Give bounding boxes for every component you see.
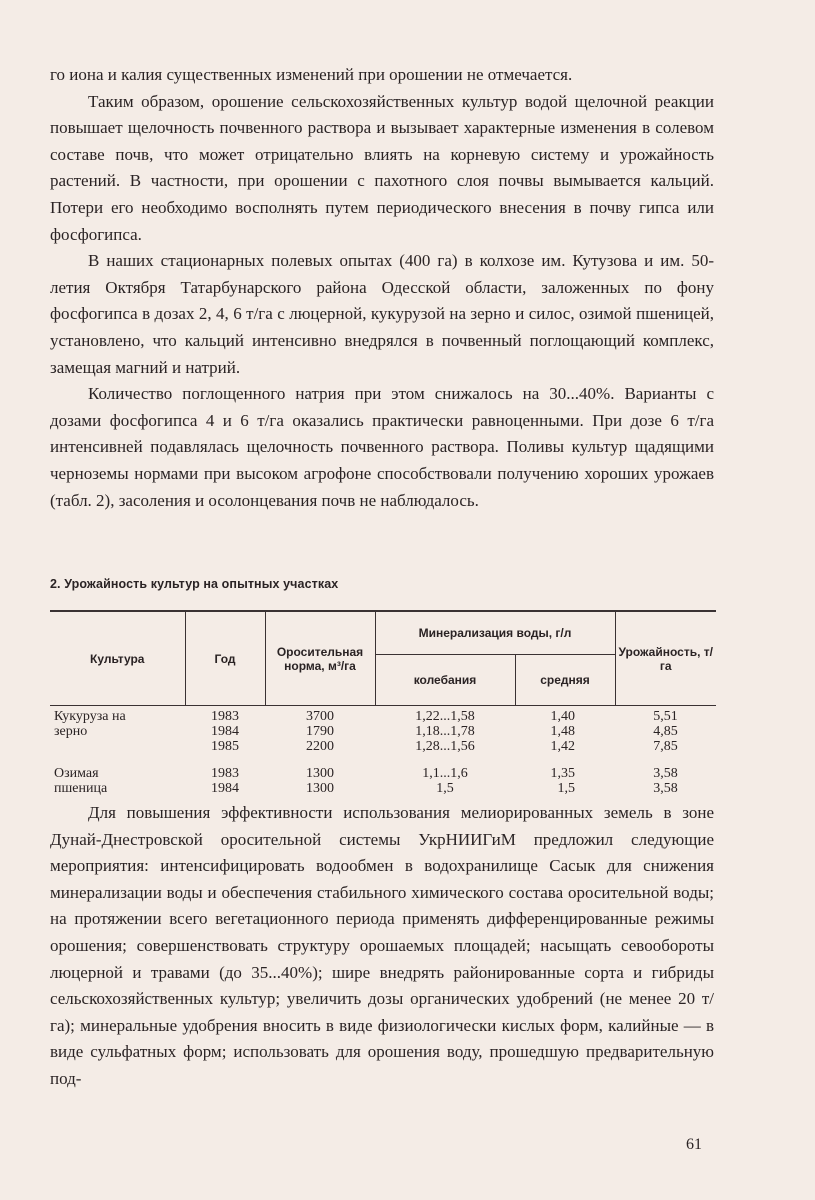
range-cell: 1,22...1,58 1,18...1,78 1,28...1,56 xyxy=(415,709,475,754)
text-bottom xyxy=(50,800,714,1093)
mean-cell: 1,35 1,5 xyxy=(550,766,575,796)
header-norm: Оросительная норма, м³/га xyxy=(265,611,375,706)
header-yield: Урожайность, т/га xyxy=(615,611,716,706)
year-cell: 1983 1984 1985 xyxy=(211,709,239,754)
header-crop: Культура xyxy=(50,611,185,706)
norm-cell: 3700 1790 2200 xyxy=(306,709,334,754)
table-caption: 2. Урожайность культур на опытных участках xyxy=(50,577,339,591)
mean-cell: 1,40 1,48 1,42 xyxy=(550,709,575,754)
table-row xyxy=(50,706,716,755)
text-top xyxy=(50,62,714,514)
crop-cell: Озимая пшеница xyxy=(54,766,108,796)
paragraph-4: Количество поглощенного натрия при этом снижалось на 30...40%. Варианты с дозами фосфогипса 4 и 6 т/га оказались практически равноценными. При дозе 6 т/га интенсивней подавлялась щелочность почвенного раствора. Поливы культур щадящими черноземы нормами при высоком агрофоне способствовали получению хороших урожаев (табл. 2), засоления и осолонцевания почв не наблюдалось. xyxy=(50,384,714,510)
paragraph-5: Для повышения эффективности использования мелиорированных земель в зоне Дунай-Днестровской оросительной системы УкрНИИГиМ предложил следующие мероприятия: интенсифицировать водообмен в водохранилище Сасык для снижения минерализации воды и обеспечения стабильного химического состава оросительной воды; на протяжении всего вегетационного периода применять дифференцированные режимы орошения; совершенствовать структуру орошаемых площадей; насыщать севообороты люцерной и травами (до 35...40%); шире внедрять районированные сорта и гибриды сельскохозяйственных культур; увеличить дозы органических удобрений (не менее 20 т/га); минеральные удобрения вносить в виде физиологически кислых форм, калийные — в виде сульфатных форм; использовать для орошения воду, прошедшую предварительную под- xyxy=(50,803,714,1088)
header-mean: средняя xyxy=(515,655,615,706)
page-number: 61 xyxy=(686,1136,702,1153)
header-mineralization: Минерализация воды, г/л xyxy=(375,611,615,655)
crop-cell: Кукуруза на зерно xyxy=(54,709,126,739)
header-year: Год xyxy=(185,611,265,706)
range-cell: 1,1...1,6 1,5 xyxy=(422,766,468,796)
table-row xyxy=(50,754,716,796)
paragraph-2: Таким образом, орошение сельскохозяйственных культур водой щелочной реакции повышает щелочность почвенного раствора и вызывает характерные изменения в солевом составе почв, что может отрицательно влиять на корневую систему и урожайность растений. В частности, при орошении с пахотного слоя почвы вымывается кальций. Потери его необходимо восполнять путем периодического внесения в почву гипса или фосфогипса. xyxy=(50,91,714,244)
yield-cell: 3,58 3,58 xyxy=(653,766,678,796)
year-cell: 1983 1984 xyxy=(211,766,239,796)
paragraph-3: В наших стационарных полевых опытах (400 га) в колхозе им. Кутузова и им. 50-летия Октября Татарбунарского района Одесской области, заложенных по фону фосфогипса в дозах 2, 4, 6 т/га с люцерной, кукурузой на зерно и силос, озимой пшеницей, установлено, что кальций интенсивно внедрялся в почвенный поглощающий комплекс, замещая магний и натрий. xyxy=(50,251,714,377)
norm-cell: 1300 1300 xyxy=(306,766,334,796)
header-range: колебания xyxy=(375,655,515,706)
yield-table xyxy=(50,610,716,796)
yield-cell: 5,51 4,85 7,85 xyxy=(653,709,678,754)
paragraph-1: го иона и калия существенных изменений при орошении не отмечается. xyxy=(50,65,573,84)
